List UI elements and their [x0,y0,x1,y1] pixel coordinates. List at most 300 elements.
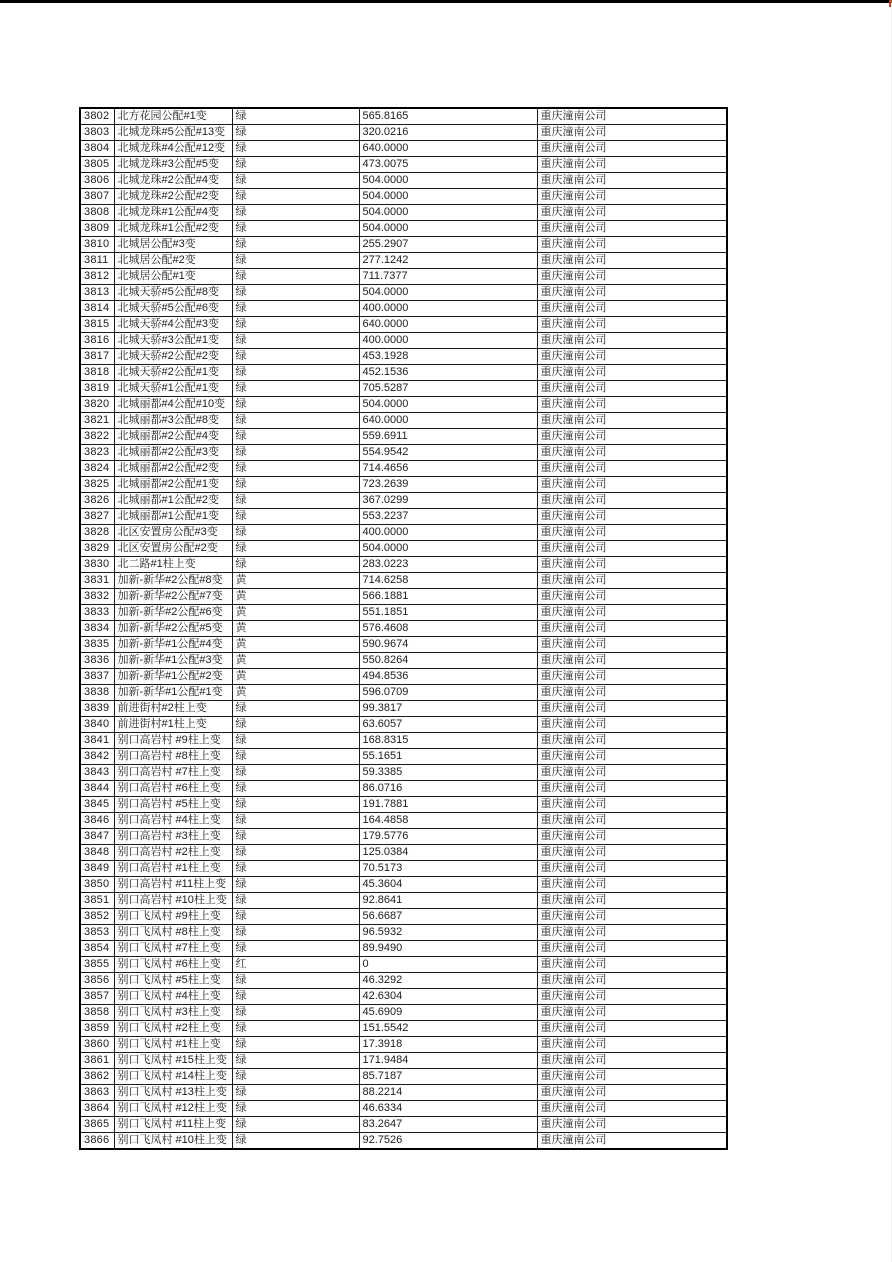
value-cell[interactable]: 640.0000 [359,141,537,157]
row-id-cell[interactable]: 3825 [80,477,114,493]
value-cell[interactable]: 576.4608 [359,621,537,637]
device-name-cell[interactable]: 前进街村#1柱上变 [114,717,232,733]
value-cell[interactable]: 565.8165 [359,108,537,125]
status-cell[interactable]: 黄 [232,605,359,621]
status-cell[interactable]: 绿 [232,1021,359,1037]
company-cell[interactable]: 重庆潼南公司 [537,301,727,317]
value-cell[interactable]: 504.0000 [359,173,537,189]
row-id-cell[interactable]: 3803 [80,125,114,141]
status-cell[interactable]: 绿 [232,429,359,445]
company-cell[interactable]: 重庆潼南公司 [537,653,727,669]
company-cell[interactable]: 重庆潼南公司 [537,429,727,445]
device-name-cell[interactable]: 北城居公配#1变 [114,269,232,285]
row-id-cell[interactable]: 3804 [80,141,114,157]
value-cell[interactable]: 714.6258 [359,573,537,589]
value-cell[interactable]: 711.7377 [359,269,537,285]
status-cell[interactable]: 绿 [232,541,359,557]
status-cell[interactable]: 绿 [232,1085,359,1101]
company-cell[interactable]: 重庆潼南公司 [537,108,727,125]
row-id-cell[interactable]: 3859 [80,1021,114,1037]
company-cell[interactable]: 重庆潼南公司 [537,909,727,925]
value-cell[interactable]: 86.0716 [359,781,537,797]
value-cell[interactable]: 89.9490 [359,941,537,957]
status-cell[interactable]: 绿 [232,365,359,381]
row-id-cell[interactable]: 3866 [80,1133,114,1150]
value-cell[interactable]: 83.2647 [359,1117,537,1133]
device-name-cell[interactable]: 北城天骄#1公配#1变 [114,381,232,397]
device-name-cell[interactable]: 别口高岩村 #2柱上变 [114,845,232,861]
device-name-cell[interactable]: 别口飞凤村 #10柱上变 [114,1133,232,1150]
value-cell[interactable]: 277.1242 [359,253,537,269]
device-name-cell[interactable]: 别口飞凤村 #1柱上变 [114,1037,232,1053]
company-cell[interactable]: 重庆潼南公司 [537,1069,727,1085]
company-cell[interactable]: 重庆潼南公司 [537,269,727,285]
status-cell[interactable]: 绿 [232,765,359,781]
company-cell[interactable]: 重庆潼南公司 [537,797,727,813]
status-cell[interactable]: 绿 [232,797,359,813]
status-cell[interactable]: 绿 [232,189,359,205]
company-cell[interactable]: 重庆潼南公司 [537,205,727,221]
status-cell[interactable]: 绿 [232,397,359,413]
device-name-cell[interactable]: 北城龙珠#5公配#13变 [114,125,232,141]
row-id-cell[interactable]: 3838 [80,685,114,701]
device-name-cell[interactable]: 北城天骄#2公配#2变 [114,349,232,365]
device-name-cell[interactable]: 别口高岩村 #10柱上变 [114,893,232,909]
device-name-cell[interactable]: 别口飞凤村 #11柱上变 [114,1117,232,1133]
value-cell[interactable]: 596.0709 [359,685,537,701]
device-name-cell[interactable]: 别口高岩村 #8柱上变 [114,749,232,765]
status-cell[interactable]: 黄 [232,573,359,589]
value-cell[interactable]: 0 [359,957,537,973]
row-id-cell[interactable]: 3824 [80,461,114,477]
status-cell[interactable]: 绿 [232,333,359,349]
status-cell[interactable]: 绿 [232,509,359,525]
device-name-cell[interactable]: 前进街村#2柱上变 [114,701,232,717]
company-cell[interactable]: 重庆潼南公司 [537,413,727,429]
value-cell[interactable]: 96.5932 [359,925,537,941]
value-cell[interactable]: 92.7526 [359,1133,537,1150]
status-cell[interactable]: 绿 [232,813,359,829]
value-cell[interactable]: 400.0000 [359,333,537,349]
row-id-cell[interactable]: 3853 [80,925,114,941]
value-cell[interactable]: 125.0384 [359,845,537,861]
row-id-cell[interactable]: 3839 [80,701,114,717]
status-cell[interactable]: 绿 [232,1101,359,1117]
device-name-cell[interactable]: 北城丽都#2公配#1变 [114,477,232,493]
company-cell[interactable]: 重庆潼南公司 [537,493,727,509]
status-cell[interactable]: 黄 [232,653,359,669]
device-name-cell[interactable]: 加新-新华#1公配#3变 [114,653,232,669]
status-cell[interactable]: 绿 [232,717,359,733]
device-name-cell[interactable]: 北城天骄#2公配#1变 [114,365,232,381]
company-cell[interactable]: 重庆潼南公司 [537,573,727,589]
device-name-cell[interactable]: 加新-新华#1公配#2变 [114,669,232,685]
row-id-cell[interactable]: 3827 [80,509,114,525]
row-id-cell[interactable]: 3845 [80,797,114,813]
value-cell[interactable]: 400.0000 [359,301,537,317]
status-cell[interactable]: 绿 [232,205,359,221]
row-id-cell[interactable]: 3851 [80,893,114,909]
device-name-cell[interactable]: 北城天骄#5公配#6变 [114,301,232,317]
company-cell[interactable]: 重庆潼南公司 [537,237,727,253]
value-cell[interactable]: 255.2907 [359,237,537,253]
value-cell[interactable]: 92.8641 [359,893,537,909]
status-cell[interactable]: 绿 [232,557,359,573]
row-id-cell[interactable]: 3835 [80,637,114,653]
company-cell[interactable]: 重庆潼南公司 [537,861,727,877]
row-id-cell[interactable]: 3841 [80,733,114,749]
device-name-cell[interactable]: 北城居公配#3变 [114,237,232,253]
company-cell[interactable]: 重庆潼南公司 [537,317,727,333]
row-id-cell[interactable]: 3819 [80,381,114,397]
row-id-cell[interactable]: 3817 [80,349,114,365]
company-cell[interactable]: 重庆潼南公司 [537,845,727,861]
value-cell[interactable]: 504.0000 [359,285,537,301]
status-cell[interactable]: 黄 [232,637,359,653]
company-cell[interactable]: 重庆潼南公司 [537,701,727,717]
row-id-cell[interactable]: 3846 [80,813,114,829]
row-id-cell[interactable]: 3844 [80,781,114,797]
device-name-cell[interactable]: 加新-新华#2公配#8变 [114,573,232,589]
company-cell[interactable]: 重庆潼南公司 [537,941,727,957]
row-id-cell[interactable]: 3821 [80,413,114,429]
row-id-cell[interactable]: 3836 [80,653,114,669]
device-name-cell[interactable]: 北城丽都#2公配#4变 [114,429,232,445]
status-cell[interactable]: 绿 [232,829,359,845]
device-name-cell[interactable]: 北区安置房公配#3变 [114,525,232,541]
value-cell[interactable]: 554.9542 [359,445,537,461]
value-cell[interactable]: 473.0075 [359,157,537,173]
value-cell[interactable]: 400.0000 [359,525,537,541]
device-name-cell[interactable]: 北城天骄#4公配#3变 [114,317,232,333]
company-cell[interactable]: 重庆潼南公司 [537,1085,727,1101]
status-cell[interactable]: 绿 [232,1005,359,1021]
device-name-cell[interactable]: 别口飞凤村 #12柱上变 [114,1101,232,1117]
status-cell[interactable]: 黄 [232,621,359,637]
device-name-cell[interactable]: 加新-新华#2公配#6变 [114,605,232,621]
device-name-cell[interactable]: 别口飞凤村 #4柱上变 [114,989,232,1005]
company-cell[interactable]: 重庆潼南公司 [537,637,727,653]
row-id-cell[interactable]: 3814 [80,301,114,317]
device-name-cell[interactable]: 北城天骄#3公配#1变 [114,333,232,349]
device-name-cell[interactable]: 别口飞凤村 #8柱上变 [114,925,232,941]
company-cell[interactable]: 重庆潼南公司 [537,253,727,269]
value-cell[interactable]: 171.9484 [359,1053,537,1069]
status-cell[interactable]: 黄 [232,669,359,685]
status-cell[interactable]: 绿 [232,1037,359,1053]
value-cell[interactable]: 453.1928 [359,349,537,365]
value-cell[interactable]: 590.9674 [359,637,537,653]
company-cell[interactable]: 重庆潼南公司 [537,349,727,365]
row-id-cell[interactable]: 3805 [80,157,114,173]
value-cell[interactable]: 452.1536 [359,365,537,381]
device-name-cell[interactable]: 加新-新华#1公配#4变 [114,637,232,653]
company-cell[interactable]: 重庆潼南公司 [537,221,727,237]
row-id-cell[interactable]: 3848 [80,845,114,861]
company-cell[interactable]: 重庆潼南公司 [537,141,727,157]
value-cell[interactable]: 59.3385 [359,765,537,781]
company-cell[interactable]: 重庆潼南公司 [537,669,727,685]
device-name-cell[interactable]: 别口高岩村 #6柱上变 [114,781,232,797]
status-cell[interactable]: 绿 [232,285,359,301]
value-cell[interactable]: 179.5776 [359,829,537,845]
device-name-cell[interactable]: 别口飞凤村 #9柱上变 [114,909,232,925]
status-cell[interactable]: 绿 [232,941,359,957]
row-id-cell[interactable]: 3820 [80,397,114,413]
status-cell[interactable]: 红 [232,957,359,973]
company-cell[interactable]: 重庆潼南公司 [537,925,727,941]
value-cell[interactable]: 550.8264 [359,653,537,669]
company-cell[interactable]: 重庆潼南公司 [537,285,727,301]
row-id-cell[interactable]: 3830 [80,557,114,573]
status-cell[interactable]: 绿 [232,781,359,797]
value-cell[interactable]: 723.2639 [359,477,537,493]
company-cell[interactable]: 重庆潼南公司 [537,765,727,781]
value-cell[interactable]: 88.2214 [359,1085,537,1101]
device-name-cell[interactable]: 北城居公配#2变 [114,253,232,269]
device-name-cell[interactable]: 别口飞凤村 #2柱上变 [114,1021,232,1037]
status-cell[interactable]: 黄 [232,589,359,605]
value-cell[interactable]: 504.0000 [359,205,537,221]
value-cell[interactable]: 55.1651 [359,749,537,765]
status-cell[interactable]: 绿 [232,349,359,365]
device-name-cell[interactable]: 别口飞凤村 #14柱上变 [114,1069,232,1085]
device-name-cell[interactable]: 别口高岩村 #9柱上变 [114,733,232,749]
row-id-cell[interactable]: 3858 [80,1005,114,1021]
row-id-cell[interactable]: 3840 [80,717,114,733]
company-cell[interactable]: 重庆潼南公司 [537,333,727,349]
device-name-cell[interactable]: 加新-新华#1公配#1变 [114,685,232,701]
row-id-cell[interactable]: 3828 [80,525,114,541]
device-name-cell[interactable]: 北方花园公配#1变 [114,108,232,125]
value-cell[interactable]: 17.3918 [359,1037,537,1053]
status-cell[interactable]: 绿 [232,381,359,397]
value-cell[interactable]: 191.7881 [359,797,537,813]
company-cell[interactable]: 重庆潼南公司 [537,541,727,557]
status-cell[interactable]: 绿 [232,301,359,317]
device-name-cell[interactable]: 别口飞凤村 #6柱上变 [114,957,232,973]
device-name-cell[interactable]: 北城丽都#2公配#2变 [114,461,232,477]
value-cell[interactable]: 56.6687 [359,909,537,925]
row-id-cell[interactable]: 3812 [80,269,114,285]
company-cell[interactable]: 重庆潼南公司 [537,989,727,1005]
row-id-cell[interactable]: 3833 [80,605,114,621]
row-id-cell[interactable]: 3857 [80,989,114,1005]
value-cell[interactable]: 714.4656 [359,461,537,477]
status-cell[interactable]: 绿 [232,493,359,509]
device-name-cell[interactable]: 北城丽都#1公配#2变 [114,493,232,509]
company-cell[interactable]: 重庆潼南公司 [537,509,727,525]
device-name-cell[interactable]: 北城丽都#2公配#3变 [114,445,232,461]
company-cell[interactable]: 重庆潼南公司 [537,557,727,573]
status-cell[interactable]: 绿 [232,1053,359,1069]
company-cell[interactable]: 重庆潼南公司 [537,893,727,909]
device-name-cell[interactable]: 加新-新华#2公配#5变 [114,621,232,637]
company-cell[interactable]: 重庆潼南公司 [537,1101,727,1117]
device-name-cell[interactable]: 别口飞凤村 #5柱上变 [114,973,232,989]
device-name-cell[interactable]: 北城龙珠#3公配#5变 [114,157,232,173]
row-id-cell[interactable]: 3849 [80,861,114,877]
company-cell[interactable]: 重庆潼南公司 [537,813,727,829]
value-cell[interactable]: 42.6304 [359,989,537,1005]
company-cell[interactable]: 重庆潼南公司 [537,189,727,205]
value-cell[interactable]: 70.5173 [359,861,537,877]
row-id-cell[interactable]: 3864 [80,1101,114,1117]
status-cell[interactable]: 绿 [232,269,359,285]
row-id-cell[interactable]: 3807 [80,189,114,205]
status-cell[interactable]: 绿 [232,157,359,173]
value-cell[interactable]: 504.0000 [359,189,537,205]
status-cell[interactable]: 绿 [232,1069,359,1085]
value-cell[interactable]: 705.5287 [359,381,537,397]
value-cell[interactable]: 45.3604 [359,877,537,893]
value-cell[interactable]: 151.5542 [359,1021,537,1037]
company-cell[interactable]: 重庆潼南公司 [537,1021,727,1037]
value-cell[interactable]: 494.8536 [359,669,537,685]
status-cell[interactable]: 绿 [232,973,359,989]
device-name-cell[interactable]: 北城丽都#1公配#1变 [114,509,232,525]
status-cell[interactable]: 绿 [232,445,359,461]
status-cell[interactable]: 绿 [232,173,359,189]
company-cell[interactable]: 重庆潼南公司 [537,733,727,749]
row-id-cell[interactable]: 3852 [80,909,114,925]
row-id-cell[interactable]: 3855 [80,957,114,973]
status-cell[interactable]: 绿 [232,701,359,717]
row-id-cell[interactable]: 3842 [80,749,114,765]
company-cell[interactable]: 重庆潼南公司 [537,973,727,989]
value-cell[interactable]: 46.3292 [359,973,537,989]
device-name-cell[interactable]: 别口高岩村 #11柱上变 [114,877,232,893]
value-cell[interactable]: 559.6911 [359,429,537,445]
device-name-cell[interactable]: 加新-新华#2公配#7变 [114,589,232,605]
row-id-cell[interactable]: 3822 [80,429,114,445]
value-cell[interactable]: 504.0000 [359,541,537,557]
company-cell[interactable]: 重庆潼南公司 [537,829,727,845]
device-name-cell[interactable]: 北城龙珠#1公配#2变 [114,221,232,237]
device-name-cell[interactable]: 别口高岩村 #1柱上变 [114,861,232,877]
company-cell[interactable]: 重庆潼南公司 [537,1053,727,1069]
row-id-cell[interactable]: 3862 [80,1069,114,1085]
status-cell[interactable]: 绿 [232,461,359,477]
company-cell[interactable]: 重庆潼南公司 [537,957,727,973]
status-cell[interactable]: 绿 [232,733,359,749]
company-cell[interactable]: 重庆潼南公司 [537,525,727,541]
row-id-cell[interactable]: 3810 [80,237,114,253]
row-id-cell[interactable]: 3809 [80,221,114,237]
status-cell[interactable]: 绿 [232,1133,359,1150]
device-name-cell[interactable]: 别口高岩村 #7柱上变 [114,765,232,781]
device-name-cell[interactable]: 北区安置房公配#2变 [114,541,232,557]
company-cell[interactable]: 重庆潼南公司 [537,589,727,605]
row-id-cell[interactable]: 3811 [80,253,114,269]
company-cell[interactable]: 重庆潼南公司 [537,397,727,413]
company-cell[interactable]: 重庆潼南公司 [537,1117,727,1133]
device-name-cell[interactable]: 北城丽都#3公配#8变 [114,413,232,429]
company-cell[interactable]: 重庆潼南公司 [537,365,727,381]
row-id-cell[interactable]: 3831 [80,573,114,589]
value-cell[interactable]: 367.0299 [359,493,537,509]
value-cell[interactable]: 85.7187 [359,1069,537,1085]
row-id-cell[interactable]: 3829 [80,541,114,557]
company-cell[interactable]: 重庆潼南公司 [537,461,727,477]
company-cell[interactable]: 重庆潼南公司 [537,1037,727,1053]
row-id-cell[interactable]: 3860 [80,1037,114,1053]
device-name-cell[interactable]: 北城丽都#4公配#10变 [114,397,232,413]
value-cell[interactable]: 46.6334 [359,1101,537,1117]
company-cell[interactable]: 重庆潼南公司 [537,477,727,493]
row-id-cell[interactable]: 3808 [80,205,114,221]
device-name-cell[interactable]: 别口高岩村 #3柱上变 [114,829,232,845]
status-cell[interactable]: 绿 [232,749,359,765]
company-cell[interactable]: 重庆潼南公司 [537,877,727,893]
value-cell[interactable]: 320.0216 [359,125,537,141]
company-cell[interactable]: 重庆潼南公司 [537,749,727,765]
row-id-cell[interactable]: 3816 [80,333,114,349]
row-id-cell[interactable]: 3856 [80,973,114,989]
company-cell[interactable]: 重庆潼南公司 [537,381,727,397]
status-cell[interactable]: 绿 [232,141,359,157]
status-cell[interactable]: 绿 [232,525,359,541]
row-id-cell[interactable]: 3806 [80,173,114,189]
company-cell[interactable]: 重庆潼南公司 [537,621,727,637]
device-name-cell[interactable]: 别口高岩村 #5柱上变 [114,797,232,813]
status-cell[interactable]: 绿 [232,877,359,893]
company-cell[interactable]: 重庆潼南公司 [537,445,727,461]
company-cell[interactable]: 重庆潼南公司 [537,781,727,797]
row-id-cell[interactable]: 3815 [80,317,114,333]
device-name-cell[interactable]: 北城龙珠#2公配#4变 [114,173,232,189]
status-cell[interactable]: 绿 [232,909,359,925]
status-cell[interactable]: 绿 [232,221,359,237]
value-cell[interactable]: 640.0000 [359,413,537,429]
status-cell[interactable]: 黄 [232,685,359,701]
value-cell[interactable]: 283.0223 [359,557,537,573]
row-id-cell[interactable]: 3843 [80,765,114,781]
device-name-cell[interactable]: 别口飞凤村 #15柱上变 [114,1053,232,1069]
device-name-cell[interactable]: 北二路#1柱上变 [114,557,232,573]
status-cell[interactable]: 绿 [232,413,359,429]
row-id-cell[interactable]: 3826 [80,493,114,509]
company-cell[interactable]: 重庆潼南公司 [537,125,727,141]
row-id-cell[interactable]: 3813 [80,285,114,301]
status-cell[interactable]: 绿 [232,477,359,493]
row-id-cell[interactable]: 3850 [80,877,114,893]
value-cell[interactable]: 164.4858 [359,813,537,829]
value-cell[interactable]: 504.0000 [359,397,537,413]
status-cell[interactable]: 绿 [232,989,359,1005]
row-id-cell[interactable]: 3861 [80,1053,114,1069]
device-name-cell[interactable]: 别口飞凤村 #7柱上变 [114,941,232,957]
company-cell[interactable]: 重庆潼南公司 [537,685,727,701]
device-name-cell[interactable]: 别口高岩村 #4柱上变 [114,813,232,829]
value-cell[interactable]: 168.8315 [359,733,537,749]
value-cell[interactable]: 566.1881 [359,589,537,605]
company-cell[interactable]: 重庆潼南公司 [537,157,727,173]
company-cell[interactable]: 重庆潼南公司 [537,173,727,189]
status-cell[interactable]: 绿 [232,108,359,125]
status-cell[interactable]: 绿 [232,237,359,253]
row-id-cell[interactable]: 3832 [80,589,114,605]
row-id-cell[interactable]: 3802 [80,108,114,125]
row-id-cell[interactable]: 3837 [80,669,114,685]
status-cell[interactable]: 绿 [232,317,359,333]
row-id-cell[interactable]: 3818 [80,365,114,381]
value-cell[interactable]: 551.1851 [359,605,537,621]
row-id-cell[interactable]: 3863 [80,1085,114,1101]
value-cell[interactable]: 504.0000 [359,221,537,237]
status-cell[interactable]: 绿 [232,125,359,141]
device-name-cell[interactable]: 别口飞凤村 #3柱上变 [114,1005,232,1021]
